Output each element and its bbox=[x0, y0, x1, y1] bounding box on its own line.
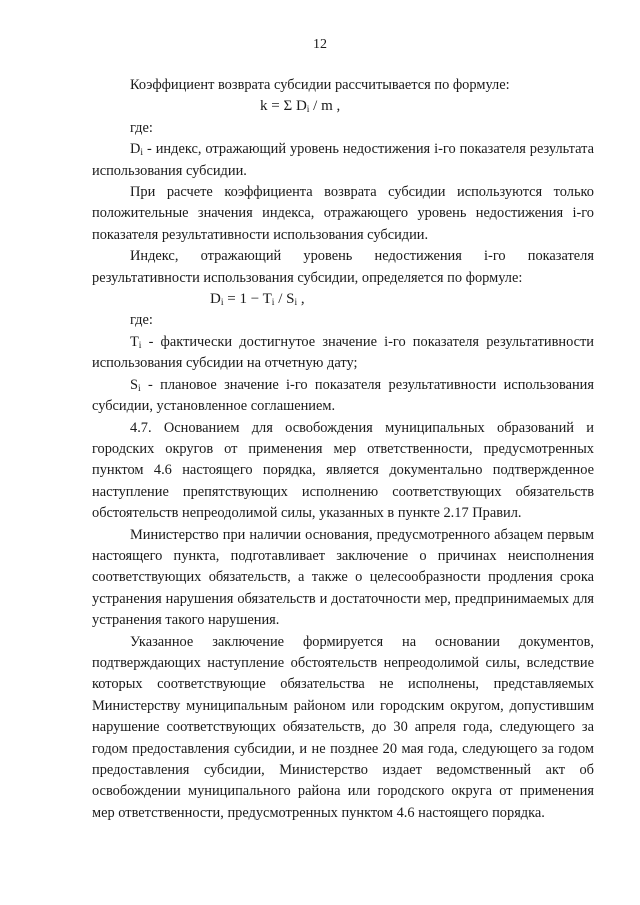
si-definition bbox=[92, 375, 594, 418]
formula-di bbox=[92, 289, 594, 310]
paragraph-positive-values: При расчете коэффициента возврата субсидии используются только положительные значения индекса, отражающего уровень недостижения i-го показателя результативности использования субсидии. bbox=[92, 184, 594, 243]
di-symbol: D bbox=[130, 141, 141, 158]
formula-k-rhs: / m , bbox=[309, 98, 341, 115]
formula-di-slash: / S bbox=[274, 291, 295, 308]
paragraph-ministry: Министерство при наличии основания, предусмотренного абзацем первым настоящего пункта, подготавливает заключение о причинах неисполнения соответствующих обязательств, а также о целесообразности продления срока устранения нарушения обязательств и достаточности мер, предпринимаемых для устранения такого нарушения. bbox=[92, 526, 594, 629]
formula-di-d-sub: i bbox=[220, 298, 224, 309]
paragraph-conclusion: Указанное заключение формируется на основании документов, подтверждающих наступление обстоятельств непреодолимой силы, вследствие которых соответствующие обязательства не исполнены, представляемых Министерству муниципальным районом или городским округом, допустившим нарушение соответствующих обязательств, до 30 апреля года, следующего за годом предоставления субсидии, и не позднее 20 мая года, следующего за годом предоставления субсидии, Министерство издает ведомственный акт об освобождении муниципального района или городского округа от применения мер ответственности, предусмотренных пунктом 4.6 настоящего порядка. bbox=[92, 633, 594, 821]
si-text: - плановое значение i-го показателя результативности использования субсидии, установленное соглашением. bbox=[92, 376, 594, 415]
si-symbol: S bbox=[130, 376, 139, 393]
di-definition bbox=[92, 139, 594, 182]
where-label-2: где: bbox=[130, 312, 153, 329]
formula-di-d: D bbox=[210, 291, 221, 308]
formula-di-end: , bbox=[297, 291, 305, 308]
page-number: 12 bbox=[313, 37, 327, 52]
paragraph-index: Индекс, отражающий уровень недостижения i-го показателя результативности использования субсидии, определяется по формуле: bbox=[92, 248, 594, 286]
di-sub: i bbox=[140, 148, 144, 159]
formula-di-s-sub: i bbox=[294, 298, 298, 309]
paragraph-4-7: 4.7. Основанием для освобождения муниципальных образований и городских округов от применения мер ответственности, предусмотренных пунктом 4.6 настоящего порядка, является документально подтвержденное наступление препятствующих исполнению соответствующих обязательств обстоятельств непреодолимой силы, указанных в пункте 2.17 Правил. bbox=[92, 419, 594, 522]
formula-intro: Коэффициент возврата субсидии рассчитывается по формуле: bbox=[130, 77, 510, 93]
ti-text: - фактически достигнутое значение i-го показателя результативности использования субсидии на отчетную дату; bbox=[92, 333, 594, 372]
ti-symbol: T bbox=[130, 333, 139, 350]
document-body bbox=[92, 75, 594, 824]
formula-di-mid: = 1 − T bbox=[223, 291, 272, 308]
si-sub: i bbox=[138, 383, 141, 394]
formula-k-sub: i bbox=[306, 105, 310, 116]
ti-definition bbox=[92, 332, 594, 375]
where-label-1: где: bbox=[130, 119, 153, 136]
di-text: - индекс, отражающий уровень недостижения i-го показателя результата использования субсидии. bbox=[92, 141, 594, 179]
formula-k bbox=[92, 96, 594, 117]
ti-sub: i bbox=[138, 340, 142, 351]
formula-k-lhs: k = Σ D bbox=[260, 98, 307, 115]
formula-di-t-sub: i bbox=[271, 298, 275, 309]
